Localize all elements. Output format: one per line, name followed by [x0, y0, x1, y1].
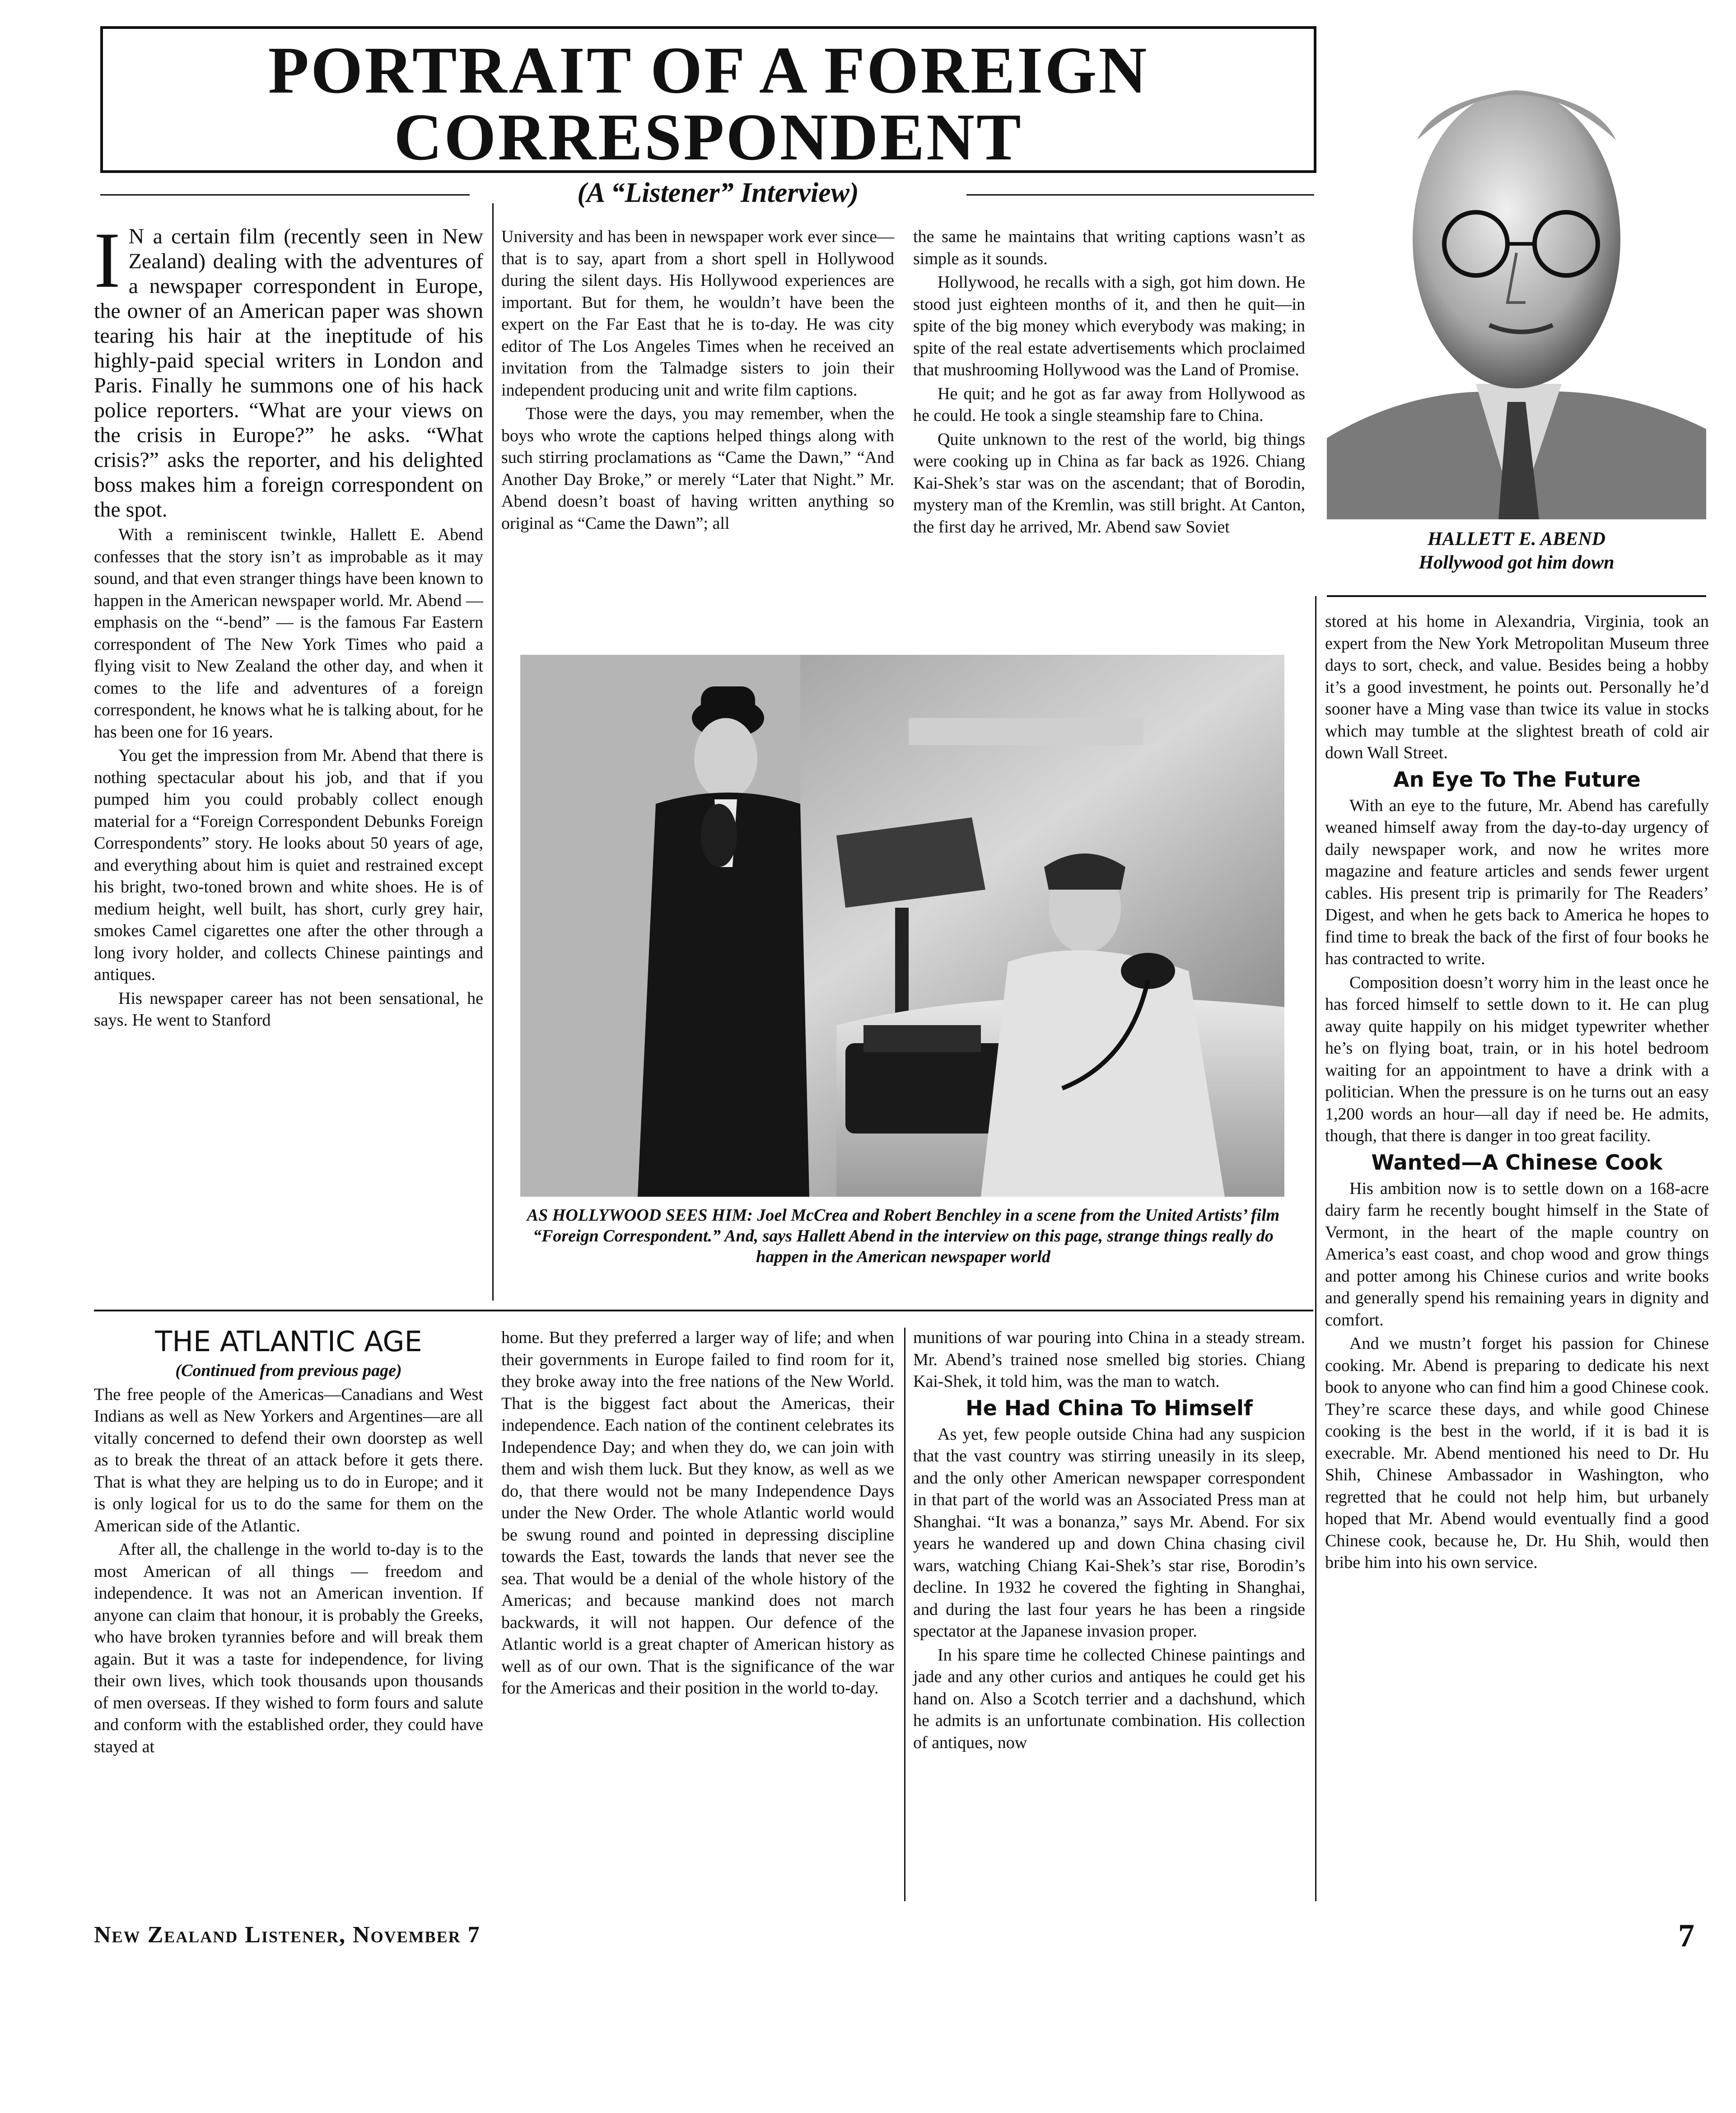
- column-rule: [904, 1328, 905, 1901]
- article-column-3-continued: [913, 1327, 1305, 1755]
- paragraph: Composition doesn’t worry him in the least once he has forced himself to settle down to it. He can plug away quite happily on his midget typewriter whether he’s on flying boat, train, or in his hotel bedroom waiting for an appointment to have a drink with a politician. When the pressure is on he turns out an easy 1,200 words an hour—all day if need be. He admits, though, that there is danger in too great facility.: [1325, 973, 1709, 1145]
- subtitle-rule-right: [962, 194, 1314, 196]
- subheading-chinese-cook: Wanted—A Chinese Cook: [1371, 1150, 1663, 1175]
- paragraph: His newspaper career has not been sensational, he says. He went to Stanford: [94, 989, 483, 1030]
- paragraph: The free people of the Americas—Canadians and West Indians as well as New Yorkers and Argentines—are all vitally concerned to defend their own doorstep as well as to break the threat of an attack before it gets there. That is what they are helping us to do in Europe; and it is only logical for us to do the same for them on the American side of the Atlantic.: [94, 1385, 483, 1535]
- portrait-caption-name: HALLETT E. ABEND: [1428, 529, 1605, 550]
- column-rule: [492, 203, 494, 1301]
- article-column-4: [1325, 611, 1709, 1576]
- footer-publication: New Zealand Listener, November 7: [94, 1922, 481, 1948]
- article-column-2: [501, 226, 894, 536]
- paragraph: You get the impression from Mr. Abend that there is nothing spectacular about his job, and that if you pumped him you could probably collect enough material for a “Foreign Correspondent Debunks Foreign Correspondents” story. He looks about 50 years of age, and everything about him is quiet and restrained except his bright, two-toned brown and white shoes. He is of medium height, well built, has short, curly grey hair, smokes Camel cigarettes one after the other through a long ivory holder, and collects Chinese paintings and antiques.: [94, 746, 483, 984]
- film-still-caption: AS HOLLYWOOD SEES HIM: Joel McCrea and Robert Benchley in a scene from the United Artists’ film “Foreign Correspondent.” And, says Hallett Abend in the interview on this page, strange things really do happen in the American newspaper world: [527, 1206, 1280, 1266]
- paragraph: With an eye to the future, Mr. Abend has carefully weaned himself away from the day-to-day urgency of daily newspaper work, and now he writes more magazine and feature articles and sends fewer urgent cables. His present trip is primarily for The Readers’ Digest, and when he gets back to America he hopes to find time to break the back of the first of four books he has contracted to write.: [1325, 796, 1709, 968]
- film-still-illustration: [520, 655, 1284, 1197]
- portrait-caption: [1327, 527, 1706, 574]
- paragraph: And we mustn’t forget his passion for Chinese cooking. Mr. Abend is preparing to dedicate his next book to anyone who can find him a good Chinese cook. They’re scarce these days, and while good Chinese cooking is the best in the world, if it is bad it is execrable. Mr. Abend mentioned his need to Dr. Hu Shih, Chinese Ambassador in Washington, who regretted that he could not help him, but urbanely hoped that Mr. Abend would eventually find a good Chinese cook, because he, Dr. Hu Shih, would then bribe him into his own service.: [1325, 1334, 1709, 1572]
- paragraph: University and has been in newspaper work ever since—that is to say, apart from a short spell in Hollywood during the silent days. His Hollywood experiences are important. But for them, he wouldn’t have been the expert on the Far East that he is to-day. He was city editor of The Los Angeles Times when he received an invitation from the Talmadge sisters to join their independent producing unit and write film captions.: [501, 227, 894, 400]
- subheading-eye-to-future: An Eye To The Future: [1393, 767, 1641, 792]
- subtitle: (A “Listener” Interview): [470, 177, 966, 209]
- article-column-3: [913, 226, 1305, 540]
- portrait-illustration: [1327, 32, 1706, 519]
- drop-cap: I: [94, 216, 121, 304]
- paragraph: In his spare time he collected Chinese paintings and jade and any other curios and antiques he could get his hand on. Also a Scotch terrier and a dachshund, which he admits is an unfortunate combination. His collection of antiques, now: [913, 1645, 1305, 1752]
- subheading-china-to-himself: He Had China To Himself: [966, 1395, 1253, 1420]
- paragraph: He quit; and he got as far away from Hollywood as he could. He took a single steamship fare to China.: [913, 384, 1305, 425]
- paragraph: After all, the challenge in the world to-day is to the most American of all things — freedom and independence. It was not an American invention. If anyone can claim that honour, it is probably the Greeks, who have broken tyrannies before and will break them again. But it was a taste for independence, for living their own lives, which took thousands upon thousands of men overseas. If they wished to form fours and salute and conform with the established order, they could have stayed at: [94, 1540, 483, 1756]
- atlantic-column-2: [501, 1327, 894, 1701]
- film-still-photo: [520, 655, 1284, 1197]
- paragraph: munitions of war pouring into China in a steady stream. Mr. Abend’s trained nose smelled big stories. Chiang Kai-Shek, it told him, was the man to watch.: [913, 1328, 1305, 1391]
- paragraph: home. But they preferred a larger way of life; and when their governments in Europe failed to find room for it, they broke away into the free nations of the New World. That is the biggest fact about the Americas, their independence. Each nation of the continent celebrates its Independence Day; and when they do, we can join with them and wish them luck. But they know, as well as we do, that there would not be many Independence Days under the New Order. The whole Atlantic world would be swung round and pointed in depressing discipline towards the East, towards the lands that never see the sea. That would be a denial of the whole history of the Americas; and because mankind does not march backwards, it will not happen. Our defence of the Atlantic world is a great chapter of American history as well as of our own. That is the significance of the war for the Americas and their position in the world to-day.: [501, 1328, 894, 1698]
- paragraph: With a reminiscent twinkle, Hallett E. Abend confesses that the story isn’t as improbable as it may sound, and that even stranger things have been known to happen in the American newspaper world. Mr. Abend — emphasis on the “-bend” — is the famous Far Eastern correspondent of The New York Times who paid a flying visit to New Zealand the other day, and when it comes to the life and adventures of a foreign correspondent, he knows what he is talking about, for he has been one for 16 years.: [94, 525, 483, 742]
- atlantic-subtitle: (Continued from previous page): [175, 1361, 402, 1380]
- article-column-1: [94, 216, 483, 1033]
- portrait-caption-line: Hollywood got him down: [1419, 552, 1615, 573]
- section-divider: [94, 1310, 1313, 1311]
- lead-paragraph: I N a certain film (recently seen in New Zealand) dealing with the adventures of a newspaper correspondent in Europe, the owner of an American paper was shown tearing his hair at the ineptitude of his highly-paid special writers in London and Paris. Finally he summons one of his hack police reporters. “What are your views on the crisis in Europe?” he asks. “What crisis?” asks the reporter, and his delighted boss makes him a foreign correspondent on the spot.: [94, 216, 483, 522]
- paragraph: Hollywood, he recalls with a sigh, got him down. He stood just eighteen months of it, and then he quit—in spite of the big money which everybody was making; in spite of the real estate advertisements which proclaimed that mushrooming Hollywood was the Land of Promise.: [913, 273, 1305, 379]
- paragraph: Those were the days, you may remember, when the boys who wrote the captions helped things along with such stirring proclamations as “Came the Dawn,” “And Another Day Broke,” or merely “Later that Night.” Mr. Abend doesn’t boast of having written anything so original as “Came the Dawn”; all: [501, 404, 894, 533]
- portrait-photo: [1327, 32, 1706, 519]
- subtitle-rule-left-long: [100, 194, 456, 196]
- paragraph: stored at his home in Alexandria, Virginia, took an expert from the New York Metropolitan Museum three days to sort, check, and value. Besides being a hobby it’s a good investment, he points out. Personally he’d sooner have a Ming vase than twice its value in stocks which may tumble at the slightest breath of cold air down Wall Street.: [1325, 612, 1709, 762]
- paragraph: the same he maintains that writing captions wasn’t as simple as it sounds.: [913, 227, 1305, 268]
- portrait-rule: [1327, 595, 1706, 597]
- paragraph: His ambition now is to settle down on a 168-acre dairy farm he recently bought himself in the State of Vermont, in the heart of the maple country on America’s east coast, and chop wood and grow things and potter among his Chinese curios and write books and generally spend his remaining years in dignity and comfort.: [1325, 1179, 1709, 1329]
- atlantic-title: THE ATLANTIC AGE: [155, 1325, 422, 1358]
- page-number: 7: [1678, 1917, 1694, 1954]
- atlantic-column-1: [94, 1325, 483, 1759]
- page-title: PORTRAIT OF A FOREIGN CORRESPONDENT: [268, 33, 1149, 174]
- paragraph: As yet, few people outside China had any suspicion that the vast country was stirring uneasily in its sleep, and the only other American newspaper correspondent in that part of the world was an Associated Press man at Shanghai. “It was a bonanza,” says Mr. Abend. For six years he wandered up and down China chasing civil wars, watching Chiang Kai-Shek’s star rise, Borodin’s decline. In 1932 he covered the fighting in Shanghai, and during the last four years he has been a ringside spectator at the Japanese invasion proper.: [913, 1424, 1305, 1641]
- paragraph: Quite unknown to the rest of the world, big things were cooking up in China as far back as 1926. Chiang Kai-Shek’s star was on the ascendant; that of Borodin, mystery man of the Kremlin, was still bright. At Canton, the first day he arrived, Mr. Abend saw Soviet: [913, 429, 1305, 536]
- column-rule: [1315, 596, 1316, 1901]
